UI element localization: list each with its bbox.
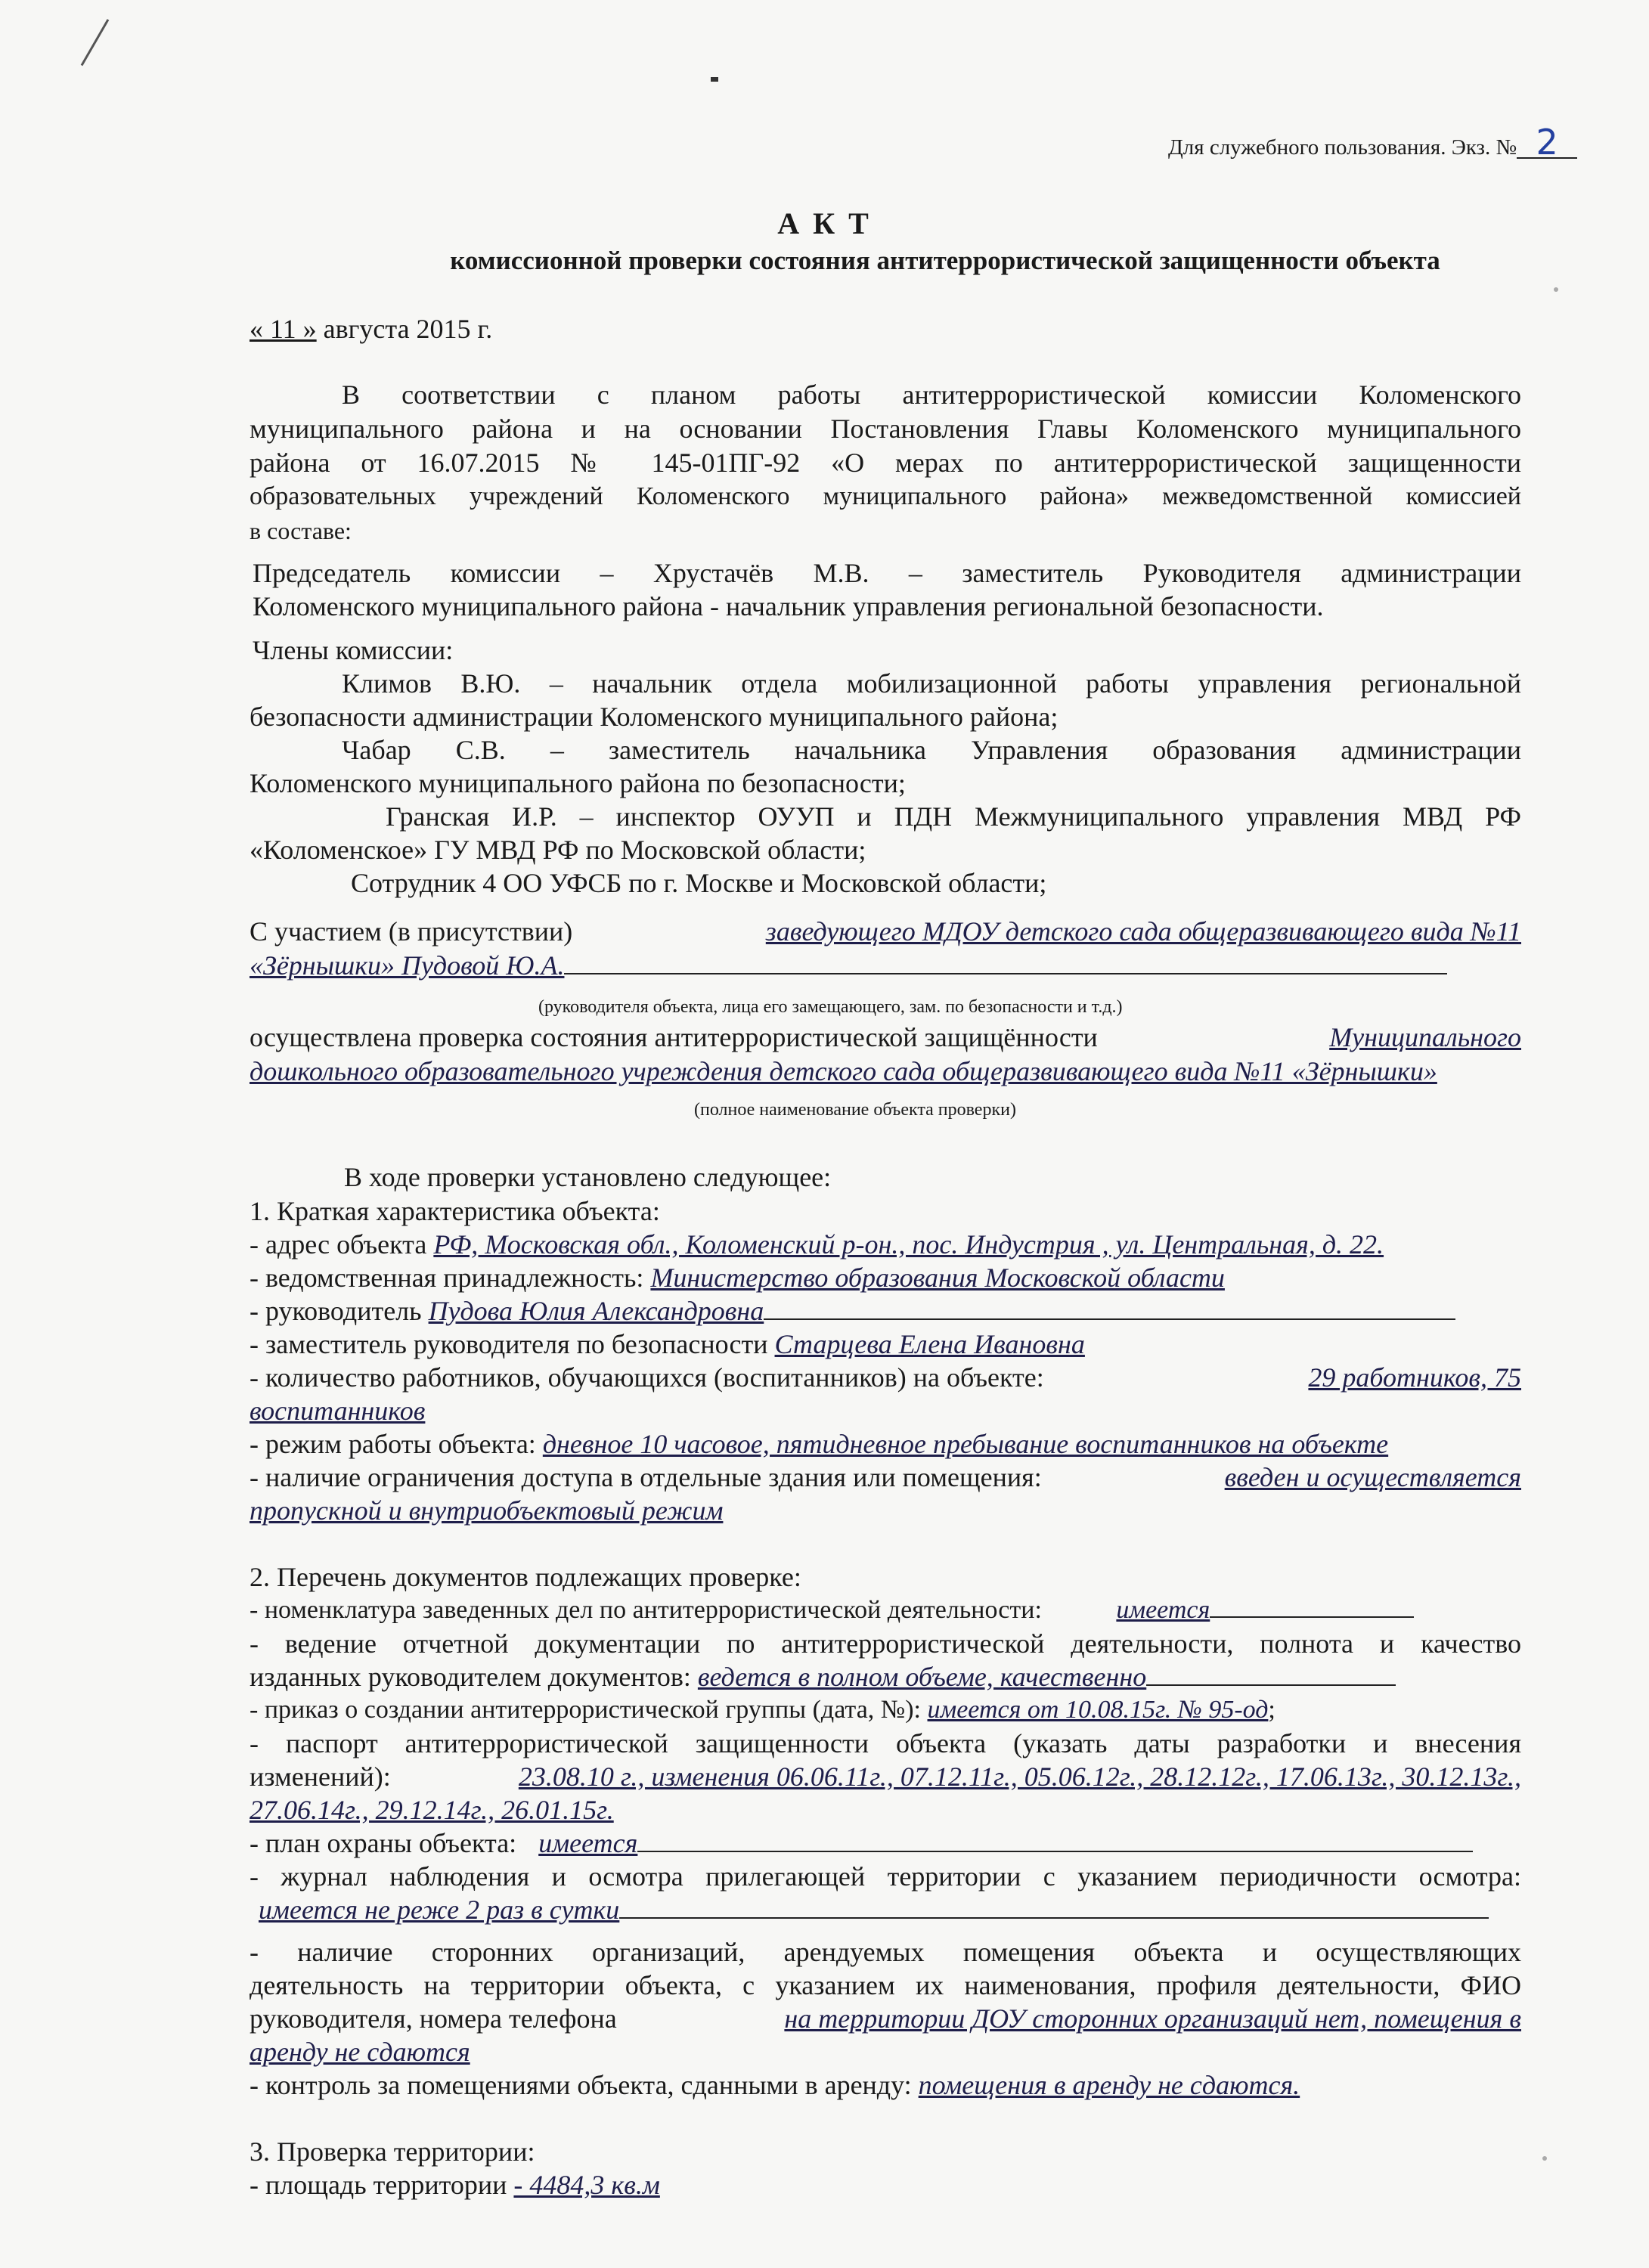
nomenclature-label: - номенклатура заведенных дел по антитеррористической деятельности: — [250, 1596, 1042, 1624]
fill-line — [764, 1296, 1455, 1320]
copy-number: 2 — [1517, 127, 1577, 159]
area-label: - площадь территории — [250, 2170, 507, 2200]
chairman-line: Председатель комиссии – Хрустачёв М.В. – заместитель Руководителя администрации — [253, 558, 1521, 588]
guard-value: имеется — [538, 1828, 638, 1858]
fill-line — [637, 1828, 1473, 1852]
mode-value: дневное 10 часовое, пятидневное пребывание воспитанников на объекте — [542, 1429, 1389, 1459]
order-value: имеется от 10.08.15г. № 95-од — [927, 1696, 1269, 1724]
mode-line — [250, 1427, 1388, 1461]
third-party-label: деятельность на территории объекта, с указанием их наименования, профиля деятельности, ФИО — [250, 1970, 1521, 2000]
inspection-line — [250, 1021, 1521, 1054]
nomenclature-line — [250, 1594, 1414, 1627]
passport-label: - паспорт антитеррористической защищенности объекта (указать даты разработки и внесения — [250, 1728, 1521, 1758]
journal-label: - журнал наблюдения и осмотра прилегающей территории с указанием периодичности осмотра: — [250, 1861, 1521, 1892]
dept-value: Министерство образования Московской области — [650, 1263, 1225, 1293]
staff-line — [250, 1361, 1521, 1394]
deputy-label: - заместитель руководителя по безопасности — [250, 1329, 768, 1359]
passport-line-cont — [250, 1793, 614, 1826]
third-party-value: на территории ДОУ сторонних организаций нет, помещения в — [784, 2003, 1521, 2034]
member-line: Сотрудник 4 ОО УФСБ по г. Москве и Московской области; — [351, 868, 1047, 898]
member-line: Гранская И.Р. – инспектор ОУУП и ПДН Межмуниципального управления МВД РФ — [386, 801, 1521, 832]
nomenclature-value: имеется — [1116, 1596, 1210, 1624]
date-month-year: августа 2015 г. — [323, 314, 493, 344]
staff-value: 29 работников, 75 — [1308, 1362, 1521, 1393]
head-value: Пудова Юлия Александровна — [428, 1296, 764, 1326]
journal-value: имеется не реже 2 раз в сутки — [259, 1895, 620, 1925]
access-line-cont — [250, 1494, 723, 1527]
inspection-value-cont: дошкольного образовательного учреждения детского сада общеразвивающего вида №11 «Зёрнышки» — [250, 1056, 1437, 1086]
findings-intro: В ходе проверки установлено следующее: — [344, 1162, 832, 1192]
intro-line: муниципального района и на основании Постановления Главы Коломенского муниципального — [250, 414, 1521, 444]
staff-label: - количество работников, обучающихся (воспитанников) на объекте: — [250, 1362, 1044, 1393]
reporting-line — [250, 1660, 1396, 1693]
third-party-line-cont — [250, 2035, 470, 2068]
passport-value-cont: 27.06.14г., 29.12.14г., 26.01.15г. — [250, 1795, 614, 1825]
inspection-prefix: осуществлена проверка состояния антитеррористической защищённости — [250, 1022, 1098, 1052]
third-party-label-cont: руководителя, номера телефона — [250, 2003, 617, 2034]
confidentiality-text: Для служебного пользования. Экз. № — [1168, 135, 1517, 160]
area-value: - 4484,3 кв.м — [513, 2170, 660, 2200]
third-party-value-cont: аренду не сдаются — [250, 2037, 470, 2067]
access-value: введен и осуществляется — [1224, 1462, 1521, 1492]
deputy-value: Старцева Елена Ивановна — [774, 1329, 1085, 1359]
access-line — [250, 1461, 1521, 1494]
member-line: Коломенского муниципального района по безопасности; — [250, 768, 906, 798]
participation-caption: (руководителя объекта, лица его замещающего, зам. по безопасности и т.д.) — [538, 997, 1123, 1017]
reporting-label: - ведение отчетной документации по антитеррористической деятельности, полнота и качество — [250, 1628, 1521, 1659]
fill-line — [619, 1895, 1489, 1919]
intro-line: в составе: — [250, 517, 352, 544]
head-label: - руководитель — [250, 1296, 422, 1326]
staff-value-cont: воспитанников — [250, 1396, 426, 1426]
participation-line — [250, 915, 1521, 948]
passport-line — [250, 1760, 1521, 1793]
order-line — [250, 1693, 1275, 1727]
intro-line: образовательных учреждений Коломенского муниципального района» межведомственной комиссией — [250, 482, 1521, 510]
guard-label: - план охраны объекта: — [250, 1828, 517, 1858]
third-party-line — [250, 2002, 1521, 2035]
scan-speck — [1554, 287, 1558, 292]
members-label: Члены комиссии: — [253, 635, 454, 665]
fill-line — [564, 950, 1447, 974]
confidentiality-header — [1168, 122, 1558, 163]
inspection-value: Муниципального — [1329, 1022, 1521, 1052]
section2-heading: 2. Перечень документов подлежащих проверке: — [250, 1562, 801, 1592]
address-value: РФ, Московская обл., Коломенский р-он., пос. Индустрия , ул. Центральная, д. 22. — [433, 1229, 1384, 1259]
section3-heading: 3. Проверка территории: — [250, 2136, 535, 2167]
participation-value-cont: «Зёрнышки» Пудовой Ю.А. — [250, 950, 565, 981]
chairman-line: Коломенского муниципального района - начальник управления региональной безопасности. — [253, 591, 1324, 621]
order-label: - приказ о создании антитеррористической группы (дата, №): — [250, 1696, 922, 1724]
member-line: Чабар С.В. – заместитель начальника Управления образования администрации — [342, 735, 1521, 765]
area-line — [250, 2168, 660, 2201]
participation-line — [250, 949, 1447, 982]
order-tail: ; — [1268, 1696, 1275, 1724]
journal-line — [250, 1893, 1489, 1926]
deputy-line — [250, 1328, 1085, 1361]
dept-label: - ведомственная принадлежность: — [250, 1263, 644, 1293]
head-line — [250, 1294, 1455, 1328]
document-subtitle: комиссионной проверки состояния антитеррористической защищенности объекта — [450, 246, 1440, 275]
fill-line — [1210, 1594, 1414, 1618]
participation-prefix: С участием (в присутствии) — [250, 916, 573, 947]
scan-mark — [711, 77, 718, 82]
member-line: «Коломенское» ГУ МВД РФ по Московской области; — [250, 835, 866, 865]
date-day: « 11 » — [250, 314, 317, 344]
access-label: - наличие ограничения доступа в отдельные здания или помещения: — [250, 1462, 1042, 1492]
access-value-cont: пропускной и внутриобъектовый режим — [250, 1495, 724, 1526]
section1-heading: 1. Краткая характеристика объекта: — [250, 1196, 660, 1226]
rented-label: - контроль за помещениями объекта, сданными в аренду: — [250, 2070, 912, 2100]
act-date — [250, 312, 492, 345]
address-label: - адрес объекта — [250, 1229, 427, 1259]
pen-stroke — [81, 19, 110, 66]
inspection-line — [250, 1055, 1437, 1088]
member-line: Климов В.Ю. – начальник отдела мобилизационной работы управления региональной — [342, 668, 1521, 699]
document-title: А К Т — [777, 206, 872, 240]
guard-line — [250, 1826, 1473, 1860]
intro-line: района от 16.07.2015 № 145-01ПГ-92 «О мерах по антитеррористической защищенности — [250, 448, 1521, 478]
intro-line: В соответствии с планом работы антитеррористической комиссии Коломенского — [342, 380, 1521, 410]
passport-label-cont: изменений): — [250, 1761, 391, 1792]
dept-line — [250, 1261, 1225, 1294]
passport-value: 23.08.10 г., изменения 06.06.11г., 07.12.11г., 05.06.12г., 28.12.12г., 17.06.13г., 30.12.13г., — [518, 1761, 1521, 1792]
reporting-label-cont: изданных руководителем документов: — [250, 1662, 691, 1692]
reporting-value: ведется в полном объеме, качественно — [697, 1662, 1147, 1692]
rented-line — [250, 2068, 1300, 2102]
member-line: безопасности администрации Коломенского муниципального района; — [250, 702, 1059, 732]
inspection-caption: (полное наименование объекта проверки) — [694, 1100, 1016, 1120]
fill-line — [1146, 1662, 1396, 1686]
scan-speck — [1542, 2156, 1547, 2161]
rented-value: помещения в аренду не сдаются. — [918, 2070, 1300, 2100]
staff-line-cont — [250, 1394, 425, 1427]
third-party-label: - наличие сторонних организаций, арендуемых помещения объекта и осуществляющих — [250, 1937, 1521, 1967]
address-line — [250, 1228, 1384, 1261]
mode-label: - режим работы объекта: — [250, 1429, 536, 1459]
participation-value: заведующего МДОУ детского сада общеразвивающего вида №11 — [765, 916, 1521, 947]
